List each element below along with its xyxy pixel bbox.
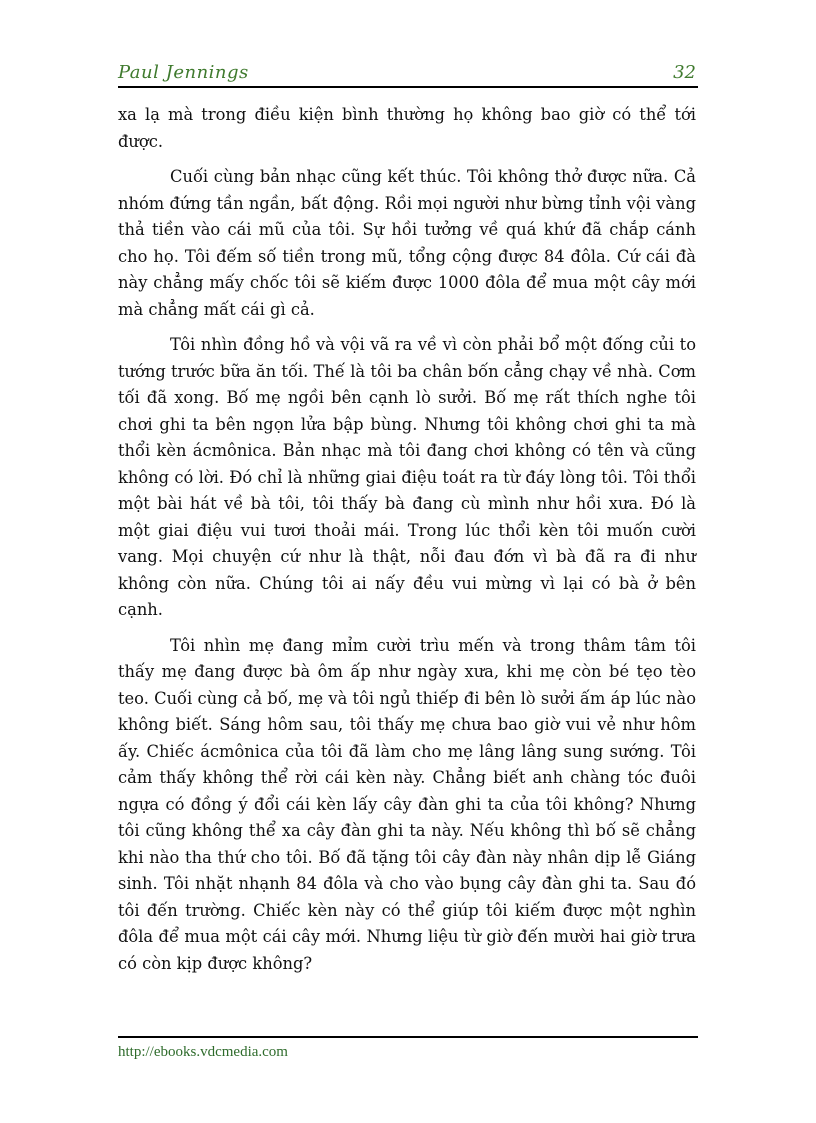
paragraph: Tôi nhìn đồng hồ và vội vã ra về vì còn phải bổ một đống củi to tướng trước bữa ăn tối. Thế là tôi ba chân bốn cẳng chạy về nhà. Cơm tối đã xong. Bố mẹ ngồi bên cạnh lò sưởi. Bố mẹ rất thích nghe tôi chơi ghi ta bên ngọn lửa bập bùng. Nhưng tôi không chơi ghi ta mà thổi kèn ácmônica. Bản nhạc mà tôi đang chơi không có tên và cũng không có lời. Đó chỉ là những giai điệu toát ra từ đáy lòng tôi. Tôi thổi một bài hát về bà tôi, tôi thấy bà đang cù mình như hồi xưa. Đó là một giai điệu vui tươi thoải mái. Trong lúc thổi kèn tôi muốn cười vang. Mọi chuyện cứ như là thật, nỗi đau đớn vì bà đã ra đi như không còn nữa. Chúng tôi ai nấy đều vui mừng vì lại có bà ở bên cạnh. — [118, 335, 696, 619]
footer-divider — [118, 1036, 698, 1038]
paragraph: Tôi nhìn mẹ đang mỉm cười trìu mến và trong thâm tâm tôi thấy mẹ đang được bà ôm ấp như ngày xưa, khi mẹ còn bé tẹo tèo teo. Cuối cùng cả bố, mẹ và tôi ngủ thiếp đi bên lò sưởi ấm áp lúc nào không biết. Sáng hôm sau, tôi thấy mẹ chưa bao giờ vui vẻ như hôm ấy. Chiếc ácmônica của tôi đã làm cho mẹ lâng lâng sung sướng. Tôi cảm thấy không thể rời cái kèn này. Chẳng biết anh chàng tóc đuôi ngựa có đồng ý đổi cái kèn lấy cây đàn ghi ta của tôi không? Nhưng tôi cũng không thể xa cây đàn ghi ta này. Nếu không thì bố sẽ chẳng khi nào tha thứ cho tôi. Bố đã tặng tôi cây đàn này nhân dịp lễ Giáng sinh. Tôi nhặt nhạnh 84 đôla và cho vào bụng cây đàn ghi ta. Sau đó tôi đến trường. Chiếc kèn này có thể giúp tôi kiếm được một nghìn đôla để mua một cái cây mới. Nhưng liệu từ giờ đến mười hai giờ trưa có còn kịp được không? — [118, 635, 696, 973]
page-number: 32 — [673, 62, 696, 83]
paragraph: Cuối cùng bản nhạc cũng kết thúc. Tôi không thở được nữa. Cả nhóm đứng tần ngần, bất động. Rồi mọi người như bừng tỉnh vội vàng thả tiền vào cái mũ của tôi. Sự hồi tưởng về quá khứ đã chắp cánh cho họ. Tôi đếm số tiền trong mũ, tổng cộng được 84 đôla. Cứ cái đà này chẳng mấy chốc tôi sẽ kiếm được 1000 đôla để mua một cây mới mà chẳng mất cái gì cả. — [118, 167, 696, 319]
author-name: Paul Jennings — [118, 62, 249, 83]
page-header — [118, 60, 698, 88]
body-text — [118, 102, 696, 986]
paragraph-continuation: xa lạ mà trong điều kiện bình thường họ không bao giờ có thể tới được. — [118, 105, 696, 151]
footer-link[interactable]: http://ebooks.vdcmedia.com — [118, 1044, 288, 1060]
